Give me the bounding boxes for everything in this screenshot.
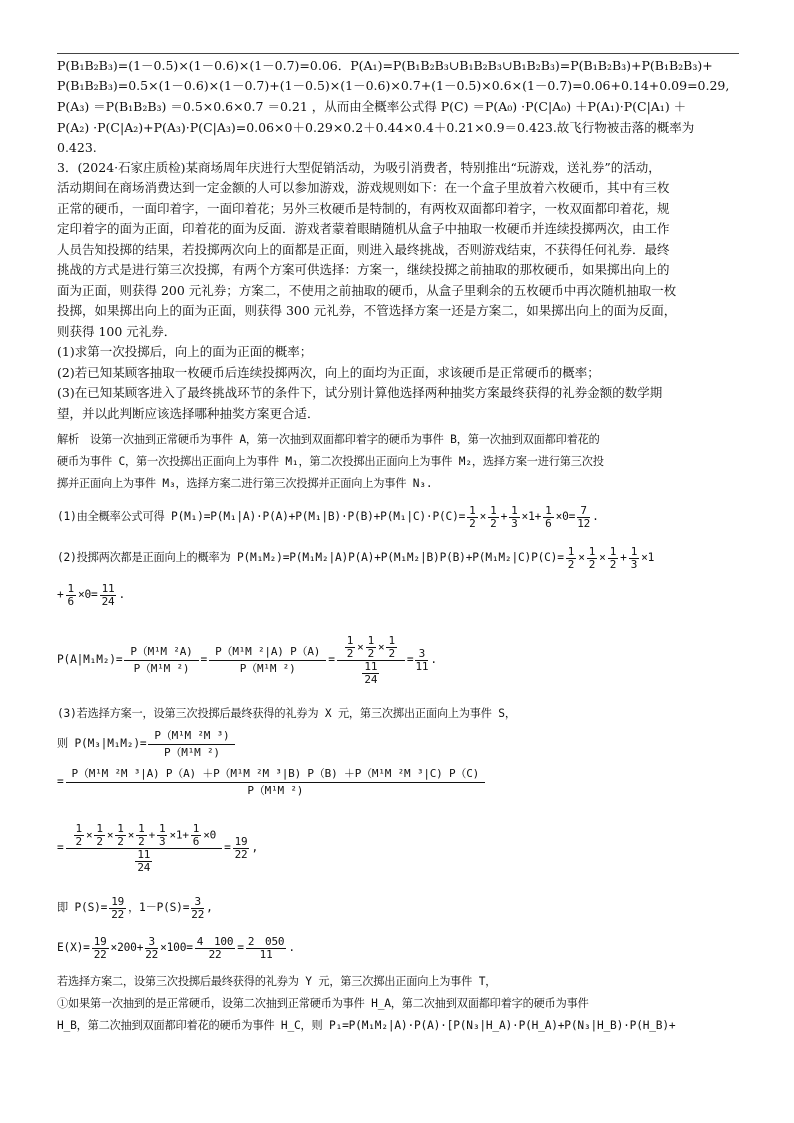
big-calc-line: = $\frac{1}{2}$ × $\frac{1}{2}$ × $\frac{1}{2}$ × $\frac{1}{2}$ + $\frac{1}{3}$ ×1+ $\frac{1}{6}$ ×0 $\frac{11}{24}$ = $\frac{19}{22}$ , — [57, 821, 259, 874]
cond-prob-line: P(A|M₁M₂)= $\frac{\text{P（M¹M ²A)}}{\text{P（M¹M ²)}}$ = $\frac{\text{P（M¹M ²|A) P（A)}}{\text{P（M¹M ²)}}$ = $\frac{1}{2}$ × $\frac{1}{2}$ × $\frac{1}{2}$ $\frac{11}{24}$ = $\frac{3}{11}$ . — [57, 633, 437, 686]
frac-1-2: $\frac{1}{2}$ — [96, 821, 103, 848]
frac-calc: $\frac{1}{2}$ × $\frac{1}{2}$ × $\frac{1}{2}$ × $\frac{1}{2}$ + $\frac{1}{3}$ ×1+ $\frac{1}{6}$ ×0 $\frac{11}{24}$ — [66, 823, 223, 874]
prev-line-2: P(B₁B₂B₃)=0.5×(1－0.6)×(1－0.7)+(1－0.5)×(1－0.6)×0.7+(1－0.5)×0.6×(1－0.7)=0.06+0.14+0.09=0.29, — [57, 78, 730, 93]
q3-line-6: 挑战的方式是进行第三次投掷，有两个方案可供选择：方案一，继续投掷之前抽取的那枚硬币，如果掷出向上的 — [57, 262, 670, 277]
prev-line-4: P(A₂) ·P(C|A₂)+P(A₃)·P(C|A₃)=0.06×0＋0.29×0.2＋0.44×0.4＋0.21×0.9＝0.423.故飞行物被击落的概率为 — [57, 120, 695, 135]
q3-line-1: 3．(2024·石家庄质检)某商场周年庆进行大型促销活动，为吸引消费者，特别推出“玩游戏，送礼券”的活动， — [57, 160, 661, 175]
frac-1-2: $\frac{1}{2}$ — [346, 633, 354, 660]
q3-sub-3b: 望，并以此判断应该选择哪种抽奖方案更合适． — [57, 406, 320, 421]
frac-1-2: $\frac{1}{2}$ — [138, 821, 145, 848]
part3-line: (3)若选择方案一，设第三次投掷后最终获得的礼券为 X 元，第三次掷出正面向上为事件 S， — [57, 707, 516, 720]
frac-19-22: $\frac{19}{22}$ — [234, 834, 248, 861]
header-rule — [57, 53, 739, 54]
frac-m3: $\frac{\text{P（M¹M ²M ³)}}{\text{P（M¹M ²)}}$ — [148, 728, 235, 761]
ex-line: E(X)= $\frac{19}{22}$ ×200+ $\frac{3}{22}$ ×100= $\frac{4 100}{22}$ = $\frac{2 050}{11}$ . — [57, 934, 295, 961]
frac-4100-22: $\frac{4 100}{22}$ — [196, 934, 234, 961]
part2-line-2: + $\frac{1}{6}$ ×0= $\frac{11}{24}$ . — [57, 581, 125, 608]
solution-line-1: 解析 设第一次抽到正常硬币为事件 A，第一次抽到双面都印着字的硬币为事件 B，第一次抽到双面都印着花的 — [57, 433, 600, 446]
q3-line-4: 定印着字的面为正面，印着花的面为反面．游戏者蒙着眼睛随机从盒子中抽取一枚硬币并连续投掷两次，由工作 — [57, 221, 670, 236]
q3-line-8: 投掷，如果掷出向上的面为正面，则获得 300 元礼券，不管选择方案一还是方案二，如果掷出向上的面为反面， — [57, 303, 677, 318]
frac-1-2: $\frac{1}{2}$ — [469, 503, 476, 530]
q3-line-5: 人员告知投掷的结果，若投掷两次向上的面都是正面，则进入最终挑战，否则游戏结束，不获得任何礼券．最终 — [57, 242, 670, 257]
part1-line: (1)由全概率公式可得 P(M₁)=P(M₁|A)·P(A)+P(M₁|B)·P(B)+P(M₁|C)·P(C)= $\frac{1}{2}$ × $\frac{1}{2}$ + $\frac{1}{3}$ ×1+ $\frac{1}{6}$ ×0= $\frac{7}{12}$ . — [57, 503, 599, 530]
case1-line-a: ①如果第一次抽到的是正常硬币，设第二次抽到正常硬币为事件 H_A，第二次抽到双面都印着字的硬币为事件 — [57, 997, 589, 1010]
case1-line-b: H_B，第二次抽到双面都印着花的硬币为事件 H_C，则 P₁=P(M₁M₂|A)·P(A)·[P(N₃|H_A)·P(H_A)+P(N₃|H_B)·P(H_B)+ — [57, 1019, 676, 1032]
frac-1-6: $\frac{1}{6}$ — [192, 821, 200, 848]
frac-3-22: $\frac{3}{22}$ — [145, 934, 159, 961]
frac-11-24: $\frac{11}{24}$ — [101, 581, 115, 608]
frac-19-22: $\frac{19}{22}$ — [111, 894, 125, 921]
frac-cond-3: $\frac{1}{2}$ × $\frac{1}{2}$ × $\frac{1}{2}$ $\frac{11}{24}$ — [337, 635, 405, 686]
frac-3-22: $\frac{3}{22}$ — [191, 894, 205, 921]
frac-1-3: $\frac{1}{3}$ — [511, 503, 518, 530]
frac-cond-1: $\frac{\text{P（M¹M ²A)}}{\text{P（M¹M ²)}}$ — [124, 644, 198, 677]
frac-cond-2: $\frac{\text{P（M¹M ²|A) P（A)}}{\text{P（M¹M ²)}}$ — [209, 644, 326, 677]
frac-1-2: $\frac{1}{2}$ — [367, 633, 375, 660]
q3-sub-3a: (3)在已知某顾客进入了最终挑战环节的条件下，试分别计算他选择两种抽奖方案最终获得的礼券金额的数学期 — [57, 385, 663, 400]
frac-11-24: $\frac{11}{24}$ — [364, 659, 378, 686]
solution-line-3: 掷并正面向上为事件 M₃，选择方案二进行第三次投掷并正面向上为事件 N₃. — [57, 477, 433, 490]
frac-1-2: $\frac{1}{2}$ — [588, 544, 596, 571]
option2-line: 若选择方案二，设第三次投掷后最终获得的礼券为 Y 元，第三次掷出正面向上为事件 T， — [57, 975, 497, 988]
frac-1-6: $\frac{1}{6}$ — [67, 581, 74, 608]
prev-line-1: P(B₁B₂B₃)=(1－0.5)×(1－0.6)×(1－0.7)=0.06．P(A₁)=P(B₁B₂B₃∪B₁B₂B₃∪B₁B₂B₃)=P(B₁B₂B₃)+P(B₁B₂B₃)+ — [57, 58, 713, 73]
prev-line-3: P(A₃) ＝P(B₁B₂B₃) ＝0.5×0.6×0.7 ＝0.21 ，从而由全概率公式得 P(C) ＝P(A₀) ·P(C|A₀) ＋P(A₁)·P(C|A₁) ＋ — [57, 99, 687, 114]
prev-line-5: 0.423. — [57, 140, 97, 155]
q3-line-7: 面为正面，则获得 200 元礼券；方案二，不使用之前抽取的硬币，从盒子里剩余的五枚硬币中再次随机抽取一枚 — [57, 283, 677, 298]
q3-line-2: 活动期间在商场消费达到一定金额的人可以参加游戏，游戏规则如下：在一个盒子里放着六枚硬币，其中有三枚 — [57, 180, 670, 195]
frac-total-prob: $\frac{\text{P（M¹M ²M ³|A) P（A) ＋P（M¹M ²M ³|B) P（B) ＋P（M¹M ²M ³|C) P（C)}}{\text{P（M¹M ²)}}$ — [66, 766, 486, 799]
frac-1-2: $\frac{1}{2}$ — [388, 633, 395, 660]
frac-1-3: $\frac{1}{3}$ — [159, 821, 166, 848]
q3-sub-1: (1)求第一次投掷后，向上的面为正面的概率； — [57, 344, 313, 359]
frac-1-2: $\frac{1}{2}$ — [117, 821, 124, 848]
frac-3-11: $\frac{3}{11}$ — [415, 646, 429, 673]
frac-1-2: $\frac{1}{2}$ — [75, 821, 82, 848]
frac-2050-11: $\frac{2 050}{11}$ — [247, 934, 285, 961]
solution-line-2: 硬币为事件 C，第一次投掷出正面向上为事件 M₁，第二次投掷出正面向上为事件 M₂，选择方案一进行第三次投 — [57, 455, 604, 468]
q3-line-9: 则获得 100 元礼券． — [57, 324, 177, 339]
frac-11-24: $\frac{11}{24}$ — [137, 847, 151, 874]
frac-7-12: $\frac{7}{12}$ — [577, 503, 591, 530]
big-fraction-line: = $\frac{\text{P（M¹M ²M ³|A) P（A) ＋P（M¹M ²M ³|B) P（B) ＋P（M¹M ²M ³|C) P（C)}}{\text{P（M¹M ²)}}$ — [57, 764, 747, 800]
q3-line-3: 正常的硬币，一面印着字，一面印着花；另外三枚硬币是特制的，有两枚双面都印着字，一枚双面都印着花，规 — [57, 201, 670, 216]
q3-sub-2: (2)若已知某顾客抽取一枚硬币后连续投掷两次，向上的面均为正面，求该硬币是正常硬币的概率； — [57, 365, 600, 380]
frac-1-3: $\frac{1}{3}$ — [630, 544, 638, 571]
frac-19-22: $\frac{19}{22}$ — [93, 934, 107, 961]
ps-line: 即 P(S)= $\frac{19}{22}$ ，1－P(S)= $\frac{3}{22}$ , — [57, 894, 213, 921]
part1-text: (1)由全概率公式可得 P(M₁)=P(M₁|A)·P(A)+P(M₁|B)·P(B)+P(M₁|C)·P(C)= — [57, 510, 466, 523]
part2-line: (2)投掷两次都是正面向上的概率为 P(M₁M₂)=P(M₁M₂|A)P(A)+P(M₁M₂|B)P(B)+P(M₁M₂|C)P(C)= $\frac{1}{2}$ × $\frac{1}{2}$ × $\frac{1}{2}$ + $\frac{1}{3}$ ×1 — [57, 544, 655, 571]
frac-1-6: $\frac{1}{6}$ — [545, 503, 552, 530]
frac-1-2: $\frac{1}{2}$ — [490, 503, 497, 530]
frac-1-2: $\frac{1}{2}$ — [609, 544, 617, 571]
frac-1-2: $\frac{1}{2}$ — [567, 544, 575, 571]
then-line: 则 P(M₃|M₁M₂)= $\frac{\text{P（M¹M ²M ³)}}{\text{P（M¹M ²)}}$ — [57, 726, 747, 762]
